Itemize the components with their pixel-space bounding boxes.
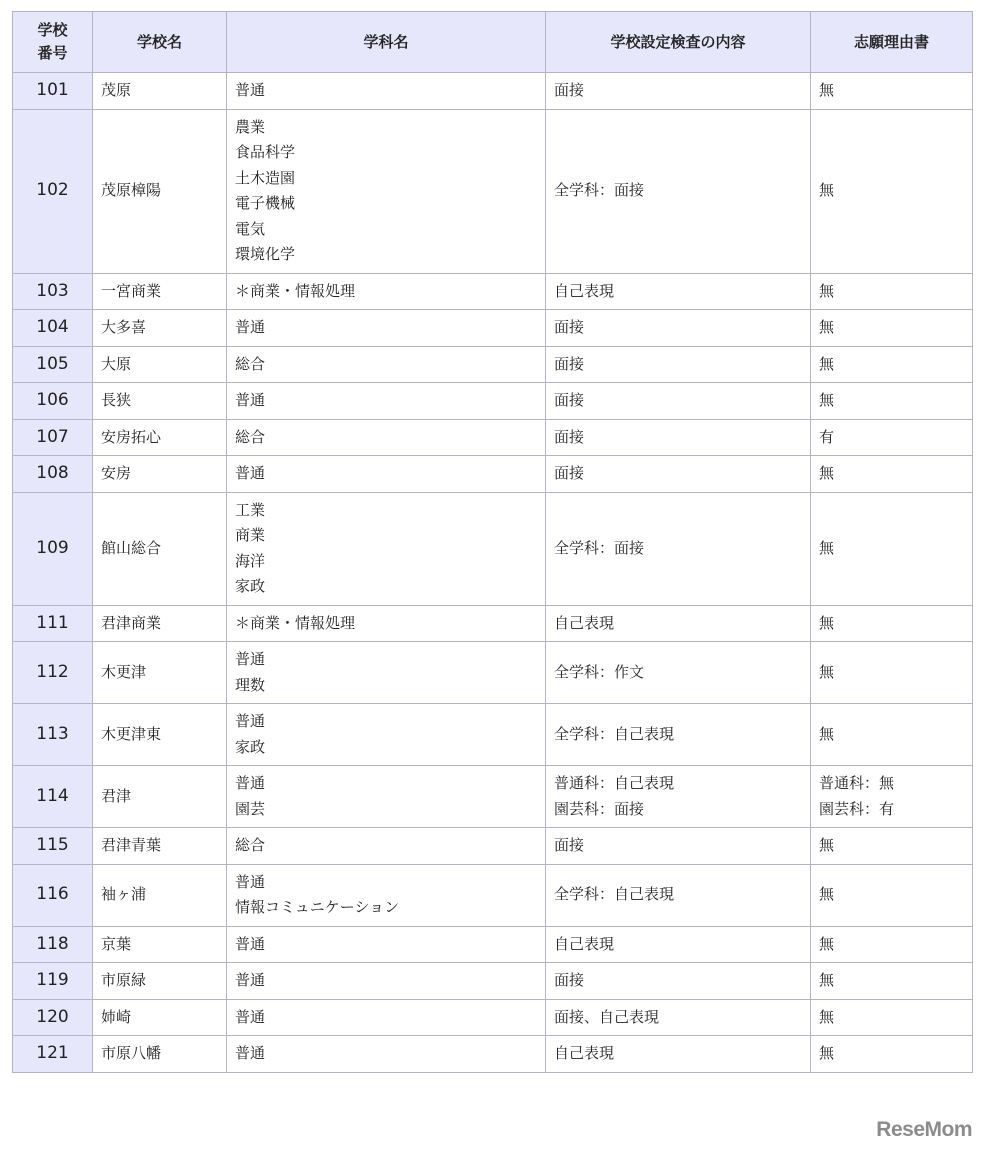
exam-content-cell <box>546 999 811 1036</box>
depts-line: 家政 <box>235 577 266 595</box>
reason-line: 無 <box>819 281 835 300</box>
school-name-cell: 茂原樟陽 <box>93 109 227 273</box>
exam-line: 面接 <box>554 427 585 446</box>
school-name-cell: 大原 <box>93 346 227 383</box>
department-cell <box>227 1036 546 1073</box>
depts-line: ＊商業・情報処理 <box>235 281 356 300</box>
reason-line: 無 <box>819 354 835 373</box>
reason-document-cell <box>811 346 973 383</box>
depts-line: 総合 <box>235 836 266 854</box>
school-number-cell: 111 <box>13 605 93 642</box>
header-exam-content: 学校設定検査の内容 <box>546 12 811 73</box>
depts-line: 理数 <box>235 675 266 694</box>
depts-line: 総合 <box>235 354 266 373</box>
depts-line: 普通 <box>235 81 266 99</box>
school-name-cell: 安房拓心 <box>93 419 227 456</box>
reason-line: 無 <box>819 934 835 953</box>
reason-document-cell <box>811 704 973 766</box>
table-body <box>13 73 973 1073</box>
exam-content-cell <box>546 383 811 420</box>
depts-line: 電子機械 <box>235 194 296 212</box>
depts-line: 普通 <box>235 1007 266 1026</box>
school-name-cell: 姉崎 <box>93 999 227 1036</box>
reason-line: 無 <box>819 836 835 854</box>
exam-content-cell <box>546 310 811 347</box>
table-row <box>13 642 973 704</box>
school-number-cell: 107 <box>13 419 93 456</box>
reason-document-cell <box>811 419 973 456</box>
depts-line: 電気 <box>235 219 266 238</box>
table-row <box>13 1036 973 1073</box>
department-cell <box>227 963 546 1000</box>
exam-line: 普通科：自己表現 <box>554 774 675 792</box>
school-number-cell: 121 <box>13 1036 93 1073</box>
depts-line: 家政 <box>235 737 266 756</box>
depts-line: 土木造園 <box>235 168 296 187</box>
reason-document-cell <box>811 1036 973 1073</box>
exam-content-cell <box>546 346 811 383</box>
exam-line: 面接 <box>554 318 585 336</box>
school-name-cell: 袖ヶ浦 <box>93 864 227 926</box>
exam-line: 面接 <box>554 836 585 854</box>
table-row <box>13 963 973 1000</box>
exam-content-cell <box>546 963 811 1000</box>
reason-document-cell <box>811 766 973 828</box>
exam-content-cell <box>546 864 811 926</box>
school-name-cell: 君津 <box>93 766 227 828</box>
exam-line: 面接、自己表現 <box>554 1007 660 1026</box>
exam-line: 自己表現 <box>554 281 615 300</box>
department-cell <box>227 310 546 347</box>
school-number-cell: 118 <box>13 926 93 963</box>
depts-line: 商業 <box>235 526 266 544</box>
school-name-cell: 木更津東 <box>93 704 227 766</box>
exam-line: 自己表現 <box>554 613 615 632</box>
table-row <box>13 492 973 605</box>
depts-line: 海洋 <box>235 551 266 570</box>
reason-line: 無 <box>819 885 835 904</box>
table-row <box>13 109 973 273</box>
school-number-cell: 116 <box>13 864 93 926</box>
school-number-cell: 112 <box>13 642 93 704</box>
school-number-cell: 119 <box>13 963 93 1000</box>
depts-line: 農業 <box>235 117 266 136</box>
reason-line: 無 <box>819 81 835 99</box>
department-cell <box>227 605 546 642</box>
school-name-cell: 木更津 <box>93 642 227 704</box>
table-row <box>13 926 973 963</box>
table-row <box>13 456 973 493</box>
table-row <box>13 310 973 347</box>
department-cell <box>227 273 546 310</box>
exam-line: 面接 <box>554 464 585 482</box>
reason-line: 無 <box>819 1007 835 1026</box>
department-cell <box>227 383 546 420</box>
depts-line: 普通 <box>235 1044 266 1062</box>
table-row <box>13 605 973 642</box>
department-cell <box>227 492 546 605</box>
school-number-cell: 120 <box>13 999 93 1036</box>
school-number-cell: 106 <box>13 383 93 420</box>
exam-line: 面接 <box>554 391 585 409</box>
department-cell <box>227 419 546 456</box>
reason-document-cell <box>811 273 973 310</box>
reason-document-cell <box>811 864 973 926</box>
school-name-cell: 大多喜 <box>93 310 227 347</box>
header-row <box>13 12 973 73</box>
department-cell <box>227 864 546 926</box>
school-name-cell: 長狭 <box>93 383 227 420</box>
exam-content-cell <box>546 1036 811 1073</box>
reason-document-cell <box>811 456 973 493</box>
school-number-cell: 103 <box>13 273 93 310</box>
exam-content-cell <box>546 766 811 828</box>
reason-document-cell <box>811 383 973 420</box>
reason-line: 普通科：無 <box>819 774 895 792</box>
school-number-cell: 115 <box>13 828 93 865</box>
header-school-number-label: 学校 番号 <box>37 21 68 62</box>
school-number-cell: 108 <box>13 456 93 493</box>
depts-line: 普通 <box>235 971 266 989</box>
reason-line: 無 <box>819 1044 835 1062</box>
reason-document-cell <box>811 605 973 642</box>
exam-content-cell <box>546 704 811 766</box>
depts-line: 普通 <box>235 318 266 336</box>
exam-content-cell <box>546 828 811 865</box>
school-name-cell: 市原緑 <box>93 963 227 1000</box>
reason-line: 無 <box>819 662 835 681</box>
reason-document-cell <box>811 73 973 110</box>
header-school-number <box>13 12 93 73</box>
reason-line: 園芸科：有 <box>819 799 895 818</box>
reason-line: 無 <box>819 391 835 409</box>
depts-line: 普通 <box>235 872 266 891</box>
department-cell <box>227 642 546 704</box>
depts-line: 園芸 <box>235 799 266 818</box>
exam-content-cell <box>546 273 811 310</box>
header-reason-document: 志願理由書 <box>811 12 973 73</box>
department-cell <box>227 766 546 828</box>
depts-line: 環境化学 <box>235 245 296 263</box>
exam-content-cell <box>546 926 811 963</box>
reason-line: 無 <box>819 971 835 989</box>
depts-line: 情報コミュニケーション <box>235 898 400 916</box>
school-number-cell: 102 <box>13 109 93 273</box>
table-row <box>13 828 973 865</box>
exam-line: 園芸科：面接 <box>554 799 645 818</box>
exam-line: 自己表現 <box>554 1044 615 1062</box>
school-name-cell: 一宮商業 <box>93 273 227 310</box>
exam-line: 全学科：自己表現 <box>554 724 675 743</box>
reason-document-cell <box>811 642 973 704</box>
reason-document-cell <box>811 999 973 1036</box>
reason-line: 無 <box>819 464 835 482</box>
department-cell <box>227 926 546 963</box>
school-exam-table <box>12 11 973 1073</box>
school-number-cell: 114 <box>13 766 93 828</box>
depts-line: 食品科学 <box>235 143 296 161</box>
school-number-cell: 109 <box>13 492 93 605</box>
depts-line: 普通 <box>235 774 266 792</box>
school-name-cell: 館山総合 <box>93 492 227 605</box>
department-cell <box>227 828 546 865</box>
school-name-cell: 京葉 <box>93 926 227 963</box>
reason-line: 有 <box>819 427 835 446</box>
table-row <box>13 419 973 456</box>
exam-line: 面接 <box>554 971 585 989</box>
school-name-cell: 君津青葉 <box>93 828 227 865</box>
exam-content-cell <box>546 73 811 110</box>
school-number-cell: 105 <box>13 346 93 383</box>
department-cell <box>227 109 546 273</box>
school-number-cell: 104 <box>13 310 93 347</box>
exam-line: 全学科：面接 <box>554 181 645 200</box>
school-number-cell: 101 <box>13 73 93 110</box>
reason-document-cell <box>811 828 973 865</box>
header-school-name: 学校名 <box>93 12 227 73</box>
reason-line: 無 <box>819 538 835 557</box>
exam-line: 面接 <box>554 81 585 99</box>
exam-content-cell <box>546 456 811 493</box>
table-row <box>13 999 973 1036</box>
resemom-logo: ReseMom <box>876 1118 972 1141</box>
exam-content-cell <box>546 642 811 704</box>
reason-line: 無 <box>819 181 835 200</box>
table-row <box>13 766 973 828</box>
exam-content-cell <box>546 109 811 273</box>
exam-content-cell <box>546 605 811 642</box>
reason-document-cell <box>811 109 973 273</box>
school-name-cell: 君津商業 <box>93 605 227 642</box>
department-cell <box>227 456 546 493</box>
school-name-cell: 茂原 <box>93 73 227 110</box>
header-department: 学科名 <box>227 12 546 73</box>
table-row <box>13 73 973 110</box>
exam-line: 面接 <box>554 354 585 373</box>
exam-line: 自己表現 <box>554 934 615 953</box>
depts-line: 総合 <box>235 427 266 446</box>
depts-line: 普通 <box>235 934 266 953</box>
table-row <box>13 864 973 926</box>
table-row <box>13 346 973 383</box>
depts-line: 工業 <box>235 500 266 519</box>
reason-document-cell <box>811 492 973 605</box>
depts-line: 普通 <box>235 712 266 730</box>
reason-document-cell <box>811 310 973 347</box>
department-cell <box>227 346 546 383</box>
exam-line: 全学科：面接 <box>554 538 645 557</box>
depts-line: 普通 <box>235 650 266 668</box>
exam-line: 全学科：自己表現 <box>554 885 675 904</box>
reason-line: 無 <box>819 613 835 632</box>
school-name-cell: 市原八幡 <box>93 1036 227 1073</box>
table-row <box>13 383 973 420</box>
department-cell <box>227 73 546 110</box>
table-row <box>13 704 973 766</box>
reason-line: 無 <box>819 724 835 743</box>
table-row <box>13 273 973 310</box>
exam-line: 全学科：作文 <box>554 662 645 681</box>
exam-content-cell <box>546 419 811 456</box>
exam-content-cell <box>546 492 811 605</box>
depts-line: ＊商業・情報処理 <box>235 613 356 632</box>
reason-document-cell <box>811 963 973 1000</box>
depts-line: 普通 <box>235 464 266 482</box>
reason-line: 無 <box>819 318 835 336</box>
reason-document-cell <box>811 926 973 963</box>
school-number-cell: 113 <box>13 704 93 766</box>
school-name-cell: 安房 <box>93 456 227 493</box>
department-cell <box>227 999 546 1036</box>
depts-line: 普通 <box>235 391 266 409</box>
department-cell <box>227 704 546 766</box>
